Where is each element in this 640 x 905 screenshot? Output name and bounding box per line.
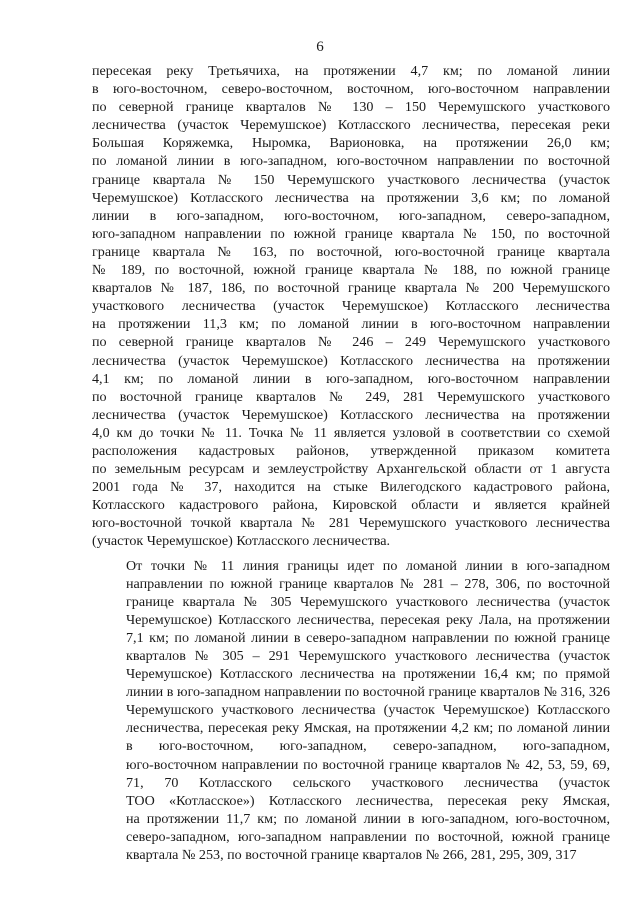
- text-line: 4,0 км до точки № 11. Точка № 11 является узловой в соответствии со схемой: [92, 424, 610, 441]
- text-line: ТОО «Котласское») Котласского лесничества, пересекая реку Ямская,: [126, 792, 610, 809]
- text-line: линии в юго-западном направлении по восточной границе кварталов № 316, 326: [126, 684, 610, 701]
- text-line: по восточной границе кварталов № 249, 281 Черемушского участкового: [92, 388, 610, 405]
- text-line: в юго-восточном, северо-восточном, восточном, юго-восточном направлении: [92, 81, 610, 98]
- text-line: лесничества, пересекая реку Ямская, на протяжении 4,2 км; по ломаной линии: [126, 720, 610, 737]
- text-line: по ломаной линии в юго-западном, юго-восточном направлении по восточной: [92, 153, 610, 170]
- text-line: юго-восточной точкой квартала № 281 Черемушского участкового лесничества: [92, 515, 610, 532]
- text-line: 7,1 км; по ломаной линии в северо-западном направлении по южной границе: [126, 629, 610, 646]
- text-line: границе квартала № 163, по восточной, юго-восточной границе квартала: [92, 243, 610, 260]
- page-number: 6: [316, 39, 324, 55]
- text-line: участкового лесничества (участок Черемушское) Котласского лесничества: [92, 298, 610, 315]
- text-line: лесничества (участок Черемушское) Котласского лесничества на протяжении: [92, 352, 610, 369]
- text-line: северо-западном, юго-западном направлении по восточной, южной границе: [126, 828, 610, 845]
- text-line: пересекая реку Третьячиха, на протяжении 4,7 км; по ломаной линии: [92, 63, 610, 79]
- text-line: по северной границе кварталов № 130 – 150 Черемушского участкового: [92, 99, 610, 116]
- text-line: Котласского кадастрового района, Кировской области и является крайней: [92, 497, 610, 514]
- text-line: Черемушское) Котласского лесничества, пересекая реку Лала, на протяжении: [126, 611, 610, 628]
- text-line: границе квартала № 305 Черемушского участкового лесничества (участок: [126, 593, 610, 610]
- text-line: От точки № 11 линия границы идет по ломаной линии в юго-западном: [126, 557, 610, 574]
- text-line: кварталов № 187, 186, по восточной границе квартала № 200 Черемушского: [92, 280, 610, 297]
- text-line: направлении по южной границе кварталов № 281 – 278, 306, по восточной: [126, 575, 610, 592]
- text-line: Черемушского участкового лесничества (участок Черемушское) Котласского: [126, 702, 610, 719]
- text-line: квартала № 253, по восточной границе кварталов № 266, 281, 295, 309, 317: [126, 847, 577, 864]
- text-line: по земельным ресурсам и землеустройству Архангельской области от 1 августа: [92, 461, 610, 478]
- text-line: по северной границе кварталов № 246 – 249 Черемушского участкового: [92, 334, 610, 351]
- text-line: на протяжении 11,3 км; по ломаной линии в юго-восточном направлении: [92, 316, 610, 333]
- paragraph: [92, 62, 610, 551]
- text-line: расположения кадастровых районов, утвержденной приказом комитета: [92, 442, 610, 459]
- text-line: № 189, по восточной, южной границе квартала № 188, по южной границе: [92, 262, 610, 279]
- text-line: (участок Черемушское) Котласского лесничества.: [92, 533, 391, 550]
- text-line: границе квартала № 150 Черемушского участкового лесничества (участок: [92, 171, 610, 188]
- text-line: Черемушское) Котласского лесничества на протяжении 3,6 км; по ломаной: [92, 189, 610, 206]
- text-line: лесничества (участок Черемушское) Котласского лесничества, пересекая реки: [92, 117, 610, 134]
- text-line: Большая Коряжемка, Ныромка, Варионовка, на протяжении 26,0 км;: [92, 135, 610, 152]
- text-line: Черемушское) Котласского лесничества на протяжении 16,4 км; по прямой: [126, 666, 610, 683]
- text-line: юго-восточном направлении по восточной границе кварталов № 42, 53, 59, 69,: [126, 756, 610, 773]
- text-line: лесничества (участок Черемушское) Котласского лесничества на протяжении: [92, 406, 610, 423]
- text-line: 71, 70 Котласского сельского участкового лесничества (участок: [126, 774, 610, 791]
- text-line: кварталов № 305 – 291 Черемушского участкового лесничества (участок: [126, 648, 610, 664]
- text-line: в юго-восточном, юго-западном, северо-западном, юго-западном,: [126, 738, 610, 755]
- paragraph: [92, 557, 610, 865]
- text-line: 2001 года № 37, находится на стыке Вилегодского кадастрового района,: [92, 479, 610, 496]
- text-line: юго-западном направлении по южной границе квартала № 150, по восточной: [92, 225, 610, 242]
- text-line: на протяжении 11,7 км; по ломаной линии в юго-западном, юго-восточном,: [126, 810, 610, 827]
- text-line: 4,1 км; по ломаной линии в юго-западном, юго-восточном направлении: [92, 370, 610, 387]
- document-body: [92, 62, 610, 864]
- text-line: линии в юго-западном, юго-восточном, юго-западном, северо-западном,: [92, 207, 610, 224]
